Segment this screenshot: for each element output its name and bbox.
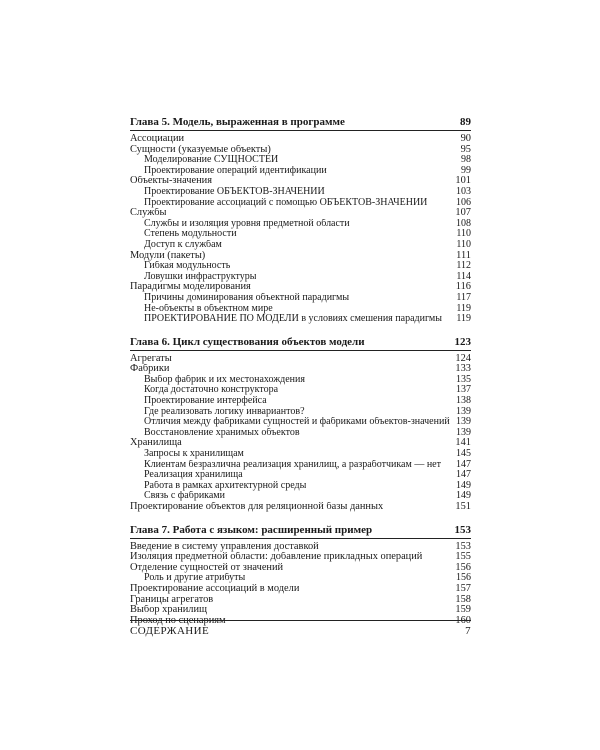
entry-title: Связь с фабриками bbox=[144, 491, 225, 502]
entry-title: Восстановление хранимых объектов bbox=[144, 427, 300, 438]
page-footer bbox=[130, 620, 471, 637]
entry-page-number: 110 bbox=[456, 228, 471, 240]
chapter-title: Глава 7. Работа с языком: расширенный пример bbox=[130, 523, 373, 536]
chapter-page-number: 153 bbox=[454, 523, 471, 536]
toc-list bbox=[130, 116, 471, 626]
chapter-title: Глава 6. Цикл существования объектов модели bbox=[130, 335, 365, 348]
chapter-heading bbox=[130, 336, 471, 351]
toc-subentry bbox=[130, 407, 471, 418]
entry-page-number: 159 bbox=[455, 604, 471, 616]
entry-page-number: 101 bbox=[455, 175, 471, 187]
toc-entry bbox=[130, 563, 471, 574]
toc-subentry bbox=[130, 293, 471, 304]
toc-subentry bbox=[130, 470, 471, 481]
entry-page-number: 138 bbox=[456, 395, 471, 407]
entry-title: Проход по сценариям bbox=[130, 615, 226, 626]
entry-page-number: 117 bbox=[456, 291, 471, 303]
entry-page-number: 98 bbox=[461, 154, 471, 166]
entry-title: Агрегаты bbox=[130, 353, 172, 364]
entry-title: Клиентам безразлична реализация хранилищ, а разработчикам — нет bbox=[144, 459, 441, 470]
entry-page-number: 107 bbox=[455, 207, 471, 219]
toc-subentry bbox=[130, 375, 471, 386]
entry-title: Работа в рамках архитектурной среды bbox=[144, 480, 307, 491]
entry-title: Службы и изоляция уровня предметной области bbox=[144, 218, 350, 229]
toc-subentry bbox=[130, 155, 471, 166]
chapter-heading bbox=[130, 524, 471, 539]
entry-title: Парадигмы моделирования bbox=[130, 282, 251, 293]
entry-title: Ловушки инфраструктуры bbox=[144, 271, 257, 282]
entry-page-number: 112 bbox=[456, 260, 471, 272]
toc-entry bbox=[130, 364, 471, 375]
toc-subentry bbox=[130, 198, 471, 209]
entry-title: Модули (пакеты) bbox=[130, 250, 206, 261]
toc-entry bbox=[130, 605, 471, 616]
toc-entry bbox=[130, 542, 471, 553]
toc-subentry bbox=[130, 229, 471, 240]
chapter-heading bbox=[130, 116, 471, 131]
toc-entry bbox=[130, 584, 471, 595]
toc-subentry bbox=[130, 166, 471, 177]
entry-title: Проектирование объектов для реляционной базы данных bbox=[130, 502, 384, 512]
entry-title: Запросы к хранилищам bbox=[144, 449, 244, 460]
toc-entry bbox=[130, 354, 471, 365]
entry-title: Доступ к службам bbox=[144, 239, 222, 250]
entry-title: Моделирование СУЩНОСТЕЙ bbox=[144, 155, 279, 166]
toc-entry bbox=[130, 176, 471, 187]
toc-entry bbox=[130, 595, 471, 606]
entry-title: Фабрики bbox=[130, 364, 170, 375]
entry-title: Не-объекты в объектном мире bbox=[144, 303, 273, 314]
toc-entry bbox=[130, 134, 471, 145]
entry-page-number: 139 bbox=[456, 416, 471, 428]
entry-page-number: 116 bbox=[455, 281, 471, 293]
entry-page-number: 145 bbox=[456, 448, 471, 460]
entry-page-number: 153 bbox=[455, 540, 471, 552]
toc-entry bbox=[130, 552, 471, 563]
entry-page-number: 149 bbox=[456, 490, 471, 502]
entry-page-number: 156 bbox=[456, 572, 471, 584]
entry-page-number: 155 bbox=[455, 551, 471, 563]
toc-subentry bbox=[130, 219, 471, 230]
entry-title: Ассоциации bbox=[130, 134, 185, 144]
entry-title: Проектирование ОБЪЕКТОВ-ЗНАЧЕНИЙ bbox=[144, 186, 325, 197]
toc-entry bbox=[130, 251, 471, 262]
entry-title: Гибкая модульность bbox=[144, 261, 231, 272]
toc-entry bbox=[130, 502, 471, 513]
entry-page-number: 141 bbox=[455, 437, 471, 449]
toc-subentry bbox=[130, 261, 471, 272]
entry-page-number: 114 bbox=[456, 270, 471, 282]
entry-page-number: 106 bbox=[456, 196, 471, 208]
toc-subentry bbox=[130, 272, 471, 283]
entry-page-number: 90 bbox=[460, 133, 471, 144]
entry-title: Реализация хранилища bbox=[144, 470, 243, 481]
entry-page-number: 133 bbox=[455, 363, 471, 375]
chapter-page-number: 89 bbox=[460, 116, 471, 128]
toc-subentry bbox=[130, 304, 471, 315]
toc-subentry bbox=[130, 460, 471, 471]
entry-title: Где реализовать логику инвариантов? bbox=[144, 406, 305, 417]
entry-title: Выбор фабрик и их местонахождения bbox=[144, 374, 305, 385]
toc-subentry bbox=[130, 314, 471, 325]
entry-title: Проектирование ассоциаций с помощью ОБЪЕКТОВ-ЗНАЧЕНИЙ bbox=[144, 197, 428, 208]
toc-subentry bbox=[130, 449, 471, 460]
toc-entry bbox=[130, 208, 471, 219]
entry-page-number: 108 bbox=[456, 217, 471, 229]
entry-page-number: 103 bbox=[456, 185, 471, 197]
entry-page-number: 139 bbox=[456, 405, 471, 417]
entry-title: Причины доминирования объектной парадигмы bbox=[144, 292, 350, 303]
entry-title: Проектирование ассоциаций в модели bbox=[130, 583, 300, 594]
entry-title: Выбор хранилищ bbox=[130, 605, 208, 616]
toc-subentry bbox=[130, 385, 471, 396]
footer-page-number: 7 bbox=[465, 625, 471, 637]
entry-title: Проектирование операций идентификации bbox=[144, 165, 327, 176]
toc-subentry bbox=[130, 573, 471, 584]
entry-page-number: 156 bbox=[455, 561, 471, 573]
entry-page-number: 110 bbox=[456, 238, 471, 250]
entry-page-number: 149 bbox=[456, 479, 471, 491]
toc-entry bbox=[130, 438, 471, 449]
entry-page-number: 160 bbox=[455, 614, 471, 626]
footer-section-title: СОДЕРЖАНИЕ bbox=[130, 625, 210, 637]
entry-page-number: 135 bbox=[456, 373, 471, 385]
entry-page-number: 147 bbox=[456, 458, 471, 470]
entry-page-number: 99 bbox=[461, 164, 471, 176]
entry-page-number: 124 bbox=[455, 352, 471, 364]
entry-page-number: 139 bbox=[456, 426, 471, 438]
entry-title: Роль и другие атрибуты bbox=[144, 573, 246, 584]
entry-page-number: 137 bbox=[456, 384, 471, 396]
entry-title: Отделение сущностей от значений bbox=[130, 562, 284, 573]
entry-page-number: 119 bbox=[456, 302, 471, 314]
toc-subentry bbox=[130, 481, 471, 492]
toc-subentry bbox=[130, 187, 471, 198]
entry-title: Когда достаточно конструктора bbox=[144, 385, 279, 396]
entry-page-number: 157 bbox=[455, 582, 471, 594]
entry-page-number: 158 bbox=[455, 593, 471, 605]
chapter-title: Глава 5. Модель, выраженная в программе bbox=[130, 116, 345, 128]
entry-title: Хранилища bbox=[130, 438, 182, 449]
entry-title: Границы агрегатов bbox=[130, 594, 214, 605]
entry-page-number: 95 bbox=[460, 143, 471, 155]
entry-title: Отличия между фабриками сущностей и фабриками объектов-значений bbox=[144, 417, 450, 428]
entry-title: Сущности (указуемые объекты) bbox=[130, 144, 271, 155]
entry-page-number: 147 bbox=[456, 469, 471, 481]
entry-page-number: 151 bbox=[455, 501, 471, 512]
entry-title: Проектирование интерфейса bbox=[144, 396, 267, 407]
toc-subentry bbox=[130, 428, 471, 439]
entry-title: Службы bbox=[130, 208, 167, 219]
toc-subentry bbox=[130, 396, 471, 407]
toc-subentry bbox=[130, 491, 471, 502]
table-of-contents bbox=[130, 116, 471, 626]
entry-title: Степень модульности bbox=[144, 229, 237, 240]
entry-title: ПРОЕКТИРОВАНИЕ ПО МОДЕЛИ в условиях смешения парадигмы bbox=[144, 314, 442, 325]
toc-subentry bbox=[130, 417, 471, 428]
entry-page-number: 119 bbox=[456, 313, 471, 325]
toc-entry bbox=[130, 282, 471, 293]
entry-title: Изоляция предметной области: добавление прикладных операций bbox=[130, 552, 423, 563]
entry-page-number: 111 bbox=[456, 249, 471, 261]
chapter-page-number: 123 bbox=[454, 335, 471, 348]
entry-title: Объекты-значения bbox=[130, 176, 213, 187]
toc-subentry bbox=[130, 240, 471, 251]
toc-entry bbox=[130, 145, 471, 156]
entry-title: Введение в систему управления доставкой bbox=[130, 541, 319, 552]
